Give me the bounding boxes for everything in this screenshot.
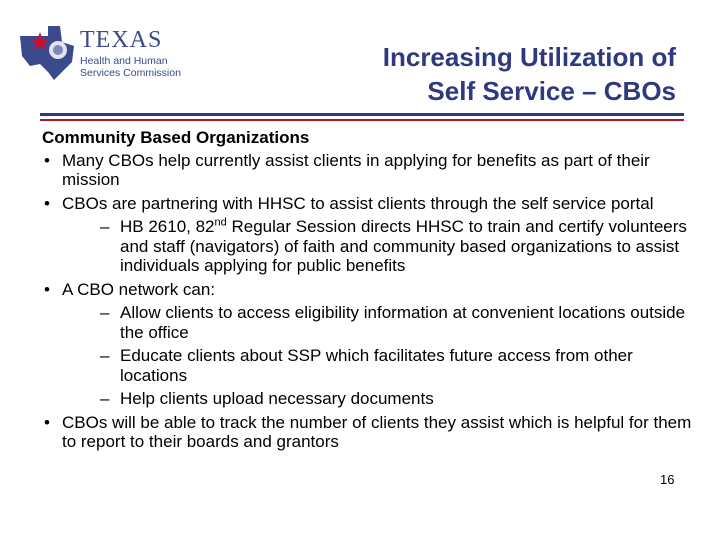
bullet-item bbox=[42, 194, 692, 214]
title-rule-red bbox=[40, 119, 684, 121]
section-heading: Community Based Organizations bbox=[42, 128, 310, 147]
bullet-item bbox=[42, 280, 692, 300]
sub-bullet-text: Educate clients about SSP which facilitates future access from other locations bbox=[120, 346, 633, 385]
hb-prefix: HB 2610, 82 bbox=[120, 217, 215, 236]
sub-bullet-item bbox=[42, 346, 692, 385]
title-line2: Self Service – CBOs bbox=[427, 76, 676, 106]
bullet-icon: • bbox=[44, 150, 50, 170]
bullet-text: CBOs are partnering with HHSC to assist clients through the self service portal bbox=[62, 193, 654, 213]
sub-bullet-item bbox=[42, 303, 692, 342]
dash-icon: – bbox=[100, 303, 110, 322]
logo-subtitle-line2: Services Commission bbox=[80, 67, 181, 79]
sub-bullet-text: Allow clients to access eligibility information at convenient locations outside the office bbox=[120, 303, 686, 342]
hb-rest: Regular Session directs HHSC to train and certify volunteers and staff (navigators) of faith and community based organizations to assist individuals applying for public benefits bbox=[120, 217, 687, 275]
slide-title bbox=[296, 40, 676, 108]
sub-bullet-text bbox=[120, 217, 687, 275]
texas-star-map-icon bbox=[18, 22, 78, 82]
logo-subtitle-line1: Health and Human bbox=[80, 55, 168, 67]
dash-icon: – bbox=[100, 217, 110, 236]
logo-texas-wordmark: TEXAS bbox=[80, 27, 163, 53]
sub-bullet-item bbox=[42, 217, 692, 276]
page-number: 16 bbox=[660, 472, 675, 487]
bullet-item bbox=[42, 151, 692, 190]
bullet-icon: • bbox=[44, 193, 50, 213]
bullet-text: A CBO network can: bbox=[62, 279, 216, 299]
sub-bullet-item bbox=[42, 389, 692, 409]
bullet-text: CBOs will be able to track the number of clients they assist which is helpful for them to report to their boards and grantors bbox=[62, 412, 692, 451]
sub-bullet-text: Help clients upload necessary documents bbox=[120, 389, 434, 408]
slide-body bbox=[42, 128, 692, 456]
bullet-item bbox=[42, 413, 692, 452]
title-line1: Increasing Utilization of bbox=[382, 42, 676, 72]
hhsc-logo bbox=[18, 22, 188, 84]
bullet-icon: • bbox=[44, 412, 50, 432]
dash-icon: – bbox=[100, 389, 110, 408]
bullet-icon: • bbox=[44, 279, 50, 299]
dash-icon: – bbox=[100, 346, 110, 365]
title-rule-blue bbox=[40, 113, 684, 116]
bullet-text: Many CBOs help currently assist clients in applying for benefits as part of their mission bbox=[62, 150, 650, 189]
hb-ordinal: nd bbox=[214, 216, 227, 229]
